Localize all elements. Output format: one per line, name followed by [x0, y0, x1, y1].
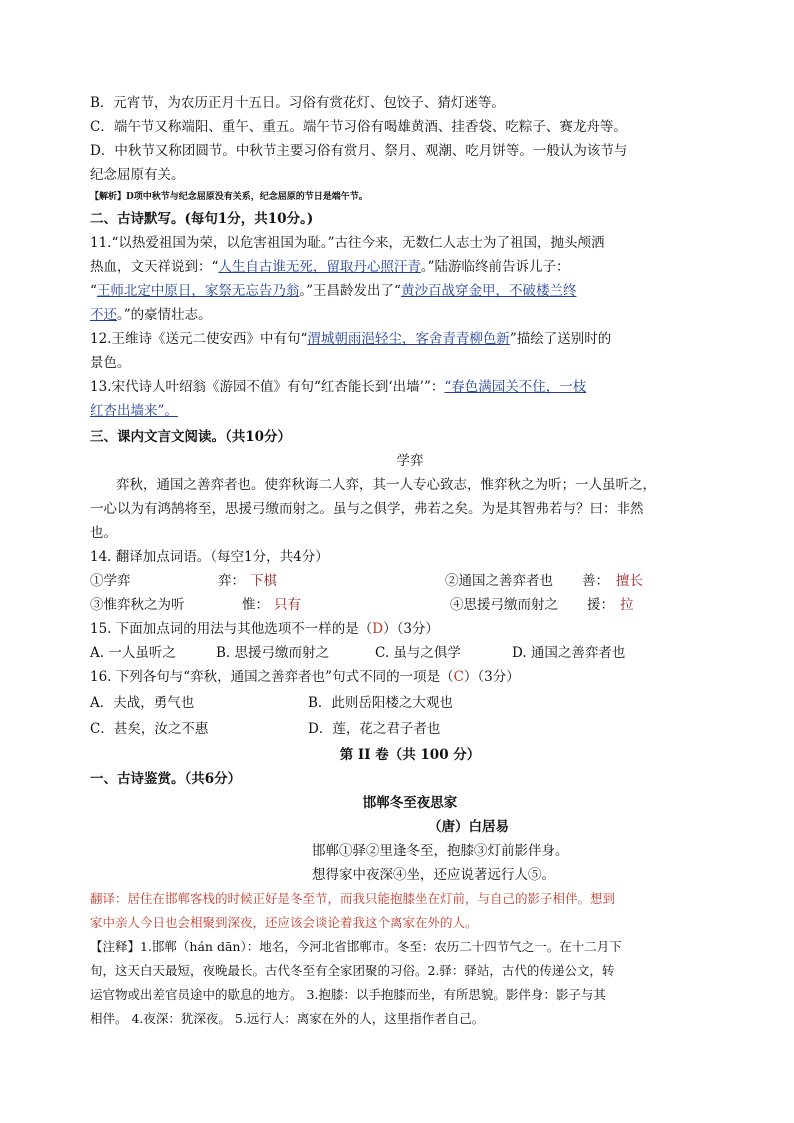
q14-item-word: ③惟弈秋之为听 — [90, 597, 185, 613]
poem-line-1: 邯郸①驿②里逢冬至，抱膝③灯前影伴身。 — [312, 843, 569, 859]
analysis-note: 【解析】D项中秋节与纪念屈原没有关系，纪念屈原的节日是端午节。 — [90, 192, 368, 202]
notes-line-3: 运官物或出差官员途中的歇息的地方。 3.抱膝：以手抱膝而坐，有所思貌。影伴身：影子与其 — [90, 987, 606, 1002]
text-title: 学弈 — [396, 453, 424, 469]
q14-item-label: 惟： — [242, 597, 269, 613]
q15-stem — [90, 619, 439, 639]
q11-text: 。”陆游临终前告诉儿子： — [420, 259, 570, 275]
q13-line2 — [90, 401, 178, 421]
q13-text: 13.宋代诗人叶绍翁《游园不值》有句“红杏能长到‘出墙’”： — [90, 379, 445, 395]
q14-item-word: ④思援弓缴而射之 — [450, 597, 558, 613]
option-d-line2: 纪念屈原有关。 — [90, 167, 185, 183]
q11-text: 。”的豪情壮志。 — [117, 307, 212, 323]
q14-item-word: ①学弈 — [90, 573, 131, 589]
q11-answer-3b: 不还 — [90, 307, 117, 323]
q11-text: “ — [90, 283, 97, 299]
q13-answer-2: 红杏出墙来”。 — [90, 403, 178, 419]
q15-text: ）（3分） — [383, 621, 439, 637]
q14-answer: 擅长 — [616, 573, 643, 589]
volume-2-title: 第 II 卷（共 100 分） — [339, 747, 481, 763]
q14-item-label: 善： — [582, 573, 609, 589]
option-d-line1: D．中秋节又称团圆节。中秋节主要习俗有赏月、祭月、观潮、吃月饼等。一般认为该节与 — [90, 143, 628, 159]
poem-author: （唐）白居易 — [428, 819, 509, 835]
option-c: C．端午节又称端阳、重午、重五。端午节习俗有喝雄黄酒、挂香袋、吃粽子、赛龙舟等。 — [90, 119, 627, 135]
q12-text: 12.王维诗《送元二使安西》中有句“ — [90, 331, 308, 347]
passage-line2: 一心以为有鸿鹄将至，思援弓缴而射之。虽与之俱学，弗若之矣。为是其智弗若与？曰：非然 — [90, 501, 644, 517]
q11-line2 — [90, 257, 570, 277]
option-b: B．元宵节，为农历正月十五日。习俗有赏花灯、包饺子、猜灯迷等。 — [90, 95, 505, 111]
q14-item-word: ②通国之善弈者也 — [445, 573, 553, 589]
q16-option: D．莲，花之君子者也 — [308, 721, 441, 737]
q16-option: C．甚矣，汝之不惠 — [90, 721, 209, 737]
q11-text: 。”王昌龄发出了“ — [299, 283, 401, 299]
translation-line-2: 家中亲人今日也会相聚到深夜，还应该会谈论着我这个离家在外的人。 — [90, 915, 478, 930]
notes-line-2: 旬，这天白天最短，夜晚最长。古代冬至有全家团聚的习俗。2.驿：驿站，古代的传递公文，转 — [90, 963, 615, 978]
poem-line-2: 想得家中夜深④坐，还应说著远行人⑤。 — [312, 867, 555, 883]
passage-line1: 弈秋，通国之善弈者也。使弈秋诲二人弈，其一人专心致志，惟弈秋之为听；一人虽听之， — [116, 477, 656, 493]
q13-answer-1: “春色满园关不住，一枝 — [444, 379, 587, 395]
q15-option: B. 思援弓缴而射之 — [216, 645, 330, 661]
q16-option: A．夫战，勇气也 — [90, 695, 195, 711]
q12-line2: 景色。 — [90, 355, 131, 371]
q11-line1: 11.“以热爱祖国为荣，以危害祖国为耻。”古往今来，无数仁人志士为了祖国，抛头颅洒 — [90, 235, 605, 251]
passage-line3: 也。 — [90, 525, 117, 541]
q14-answer: 拉 — [620, 597, 634, 613]
q14-title: 14. 翻译加点词语。（每空1分，共4分） — [90, 549, 329, 565]
q12-line1 — [90, 329, 611, 349]
q14-answer: 下棋 — [250, 573, 277, 589]
volume-2-section-1-title: 一、古诗鉴赏。（共6分） — [90, 771, 242, 787]
q13-line1 — [90, 377, 586, 397]
poem-title: 邯郸冬至夜思家 — [362, 795, 458, 811]
q16-answer: C — [453, 669, 464, 685]
q11-answer-2: 王师北定中原日，家祭无忘告乃翁 — [96, 283, 300, 299]
q12-answer: 渭城朝雨浥轻尘，客舍青青柳色新 — [307, 331, 510, 347]
q16-text: 16. 下列各句与“弈秋，通国之善弈者也”句式不同的一项是（ — [90, 669, 454, 685]
notes-line-1: 【注释】1.邯郸（hán dān）：地名，今河北省邯郸市。冬至：农历二十四节气之一。在十二月下 — [90, 939, 622, 954]
section-2-title: 二、古诗默写。(每句1分，共10分。) — [90, 211, 314, 227]
q11-line4 — [90, 305, 212, 325]
q11-answer-1: 人生自古谁无死，留取丹心照汗青 — [218, 259, 421, 275]
q11-text: 热血，文天祥说到：“ — [90, 259, 219, 275]
q14-item-label: 弈： — [218, 573, 245, 589]
q15-option: A. 一人虽听之 — [90, 645, 176, 661]
q15-answer: D — [372, 621, 384, 637]
q11-line3 — [90, 281, 576, 301]
q15-option: D. 通国之善弈者也 — [512, 645, 626, 661]
q14-item-label: 援： — [587, 597, 614, 613]
translation-line-1: 翻译：居住在邯郸客栈的时候正好是冬至节，而我只能抱膝坐在灯前，与自己的影子相伴。想到 — [90, 891, 616, 906]
q14-answer: 只有 — [274, 597, 301, 613]
q15-option: C. 虽与之俱学 — [375, 645, 461, 661]
section-3-title: 三、课内文言文阅读。（共10分） — [90, 429, 292, 445]
q16-stem — [90, 667, 520, 687]
q12-text: ”描绘了送别时的 — [509, 331, 612, 347]
q16-option: B．此则岳阳楼之大观也 — [308, 695, 453, 711]
q15-text: 15. 下面加点词的用法与其他选项不一样的是（ — [90, 621, 373, 637]
notes-line-4: 相伴。 4.夜深：犹深夜。 5.远行人：离家在外的人，这里指作者自己。 — [90, 1011, 485, 1026]
q11-answer-3a: 黄沙百战穿金甲，不破楼兰终 — [400, 283, 577, 299]
q16-text: ）（3分） — [463, 669, 520, 685]
